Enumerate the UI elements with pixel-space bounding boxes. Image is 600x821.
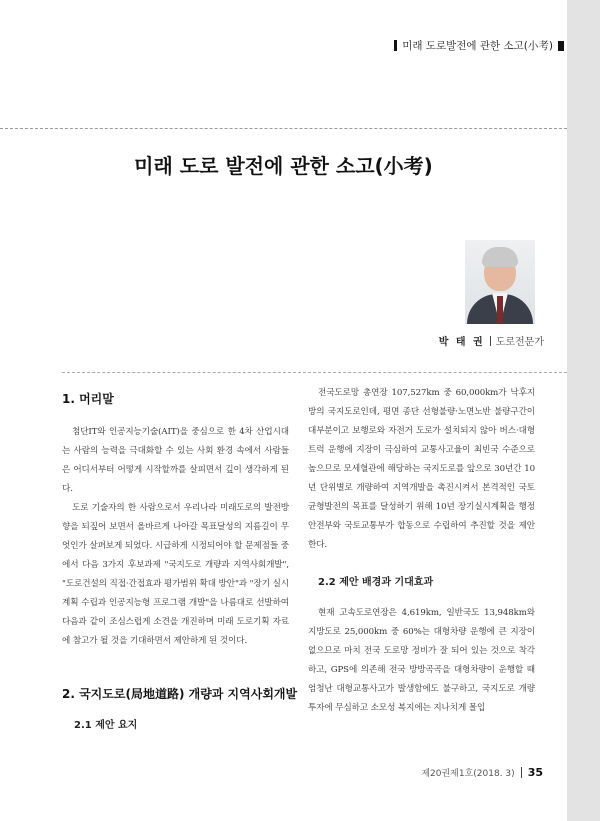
author-separator <box>490 336 491 346</box>
author-line <box>439 333 544 348</box>
author-photo <box>465 240 535 324</box>
running-head-left-bar <box>394 40 397 51</box>
body-divider <box>62 372 567 373</box>
page-number: 35 <box>527 766 543 779</box>
author-name: 박 태 권 <box>438 337 485 348</box>
side-margin-strip <box>567 0 600 821</box>
footer-separator <box>521 767 522 778</box>
section-2-heading: 2. 국지도로(局地道路) 개량과 지역사회개발 <box>62 687 298 701</box>
running-head-text: 미래 도로발전에 관한 소고(小考) <box>402 40 553 52</box>
left-paragraph-2: 도로 기술자의 한 사람으로서 우리나라 미래도로의 발전방향을 되짚어 보면서 올바르게 나아갈 목표달성의 지름길이 무엇인가 살펴보게 되었다. 시급하게 시정되어야 할 문제점들 중에서 다음 3가지 후보과제 "국지도로 개량과 지역사회개발", "도로건설의 직접·간접효과 평가범위 확대 방안"과 "장기 실시계획 수립과 인공지능형 프로그램 개발"을 나름대로 선발하여 다음과 같이 조심스럽게 소견을 개진하며 미래 도로기획 자료에 참고가 될 것을 기대하면서 제안하게 된 것이다. <box>62 503 289 646</box>
header-divider <box>0 128 567 129</box>
right-paragraph-2: 현재 고속도로연장은 4,619km, 일반국도 13,948km와 지방도로 25,000km 중 60%는 대형차량 운행에 큰 지장이 없으므로 마치 전국 도로망 정비가 잘 되어 있는 것으로 착각하고, GPS에 의존해 전국 방방곡곡을 대형차량이 운행할 때 엄청난 대형교통사고가 발생함에도 불구하고, 국지도로 개량 투자에 무심하고 소모성 복지에는 지나치게 몰입 <box>308 608 535 713</box>
author-affiliation: 도로전문가 <box>495 337 544 348</box>
right-column <box>308 378 535 718</box>
page-footer <box>421 766 543 779</box>
section-1-heading: 1. 머리말 <box>62 392 114 406</box>
running-head <box>394 38 564 53</box>
issue-info: 제20권제1호(2018. 3) <box>421 769 515 779</box>
running-head-right-bar <box>558 41 564 51</box>
section-2-1-heading: 2.1 제안 요지 <box>74 720 138 731</box>
left-column <box>62 378 298 731</box>
article-title: 미래 도로 발전에 관한 소고(小考) <box>134 154 433 178</box>
section-2-2-heading: 2.2 제안 배경과 기대효과 <box>318 577 434 588</box>
left-paragraph-1: 첨단IT와 인공지능기술(AIT)을 중심으로 한 4차 산업시대는 사람의 능력을 극대화할 수 있는 사회 환경 속에서 사람들은 어디서부터 어떻게 시작할까를 살피면서 깊이 생각하게 된다. <box>62 427 289 494</box>
right-paragraph-1: 전국도로망 총연장 107,527km 중 60,000km가 낙후지방의 국지도로인데, 평면 종단 선형불량·노면노반 불량구간이 대부분이고 보행로와 자전거 도로가 설치되지 않아 버스·대형트럭 운행에 지장이 극심하여 교통사고율이 최빈국 수준으로 높으므로 모세혈관에 해당하는 국지도로를 앞으로 30년간 10년 단위별로 개량하여 지역개발을 촉진시켜서 본격적인 국토균형발전의 목표를 달성하기 위해 10년 장기실시계획을 행정안전부와 국토교통부가 합동으로 수립하여 추진할 것을 제안한다. <box>308 388 535 550</box>
